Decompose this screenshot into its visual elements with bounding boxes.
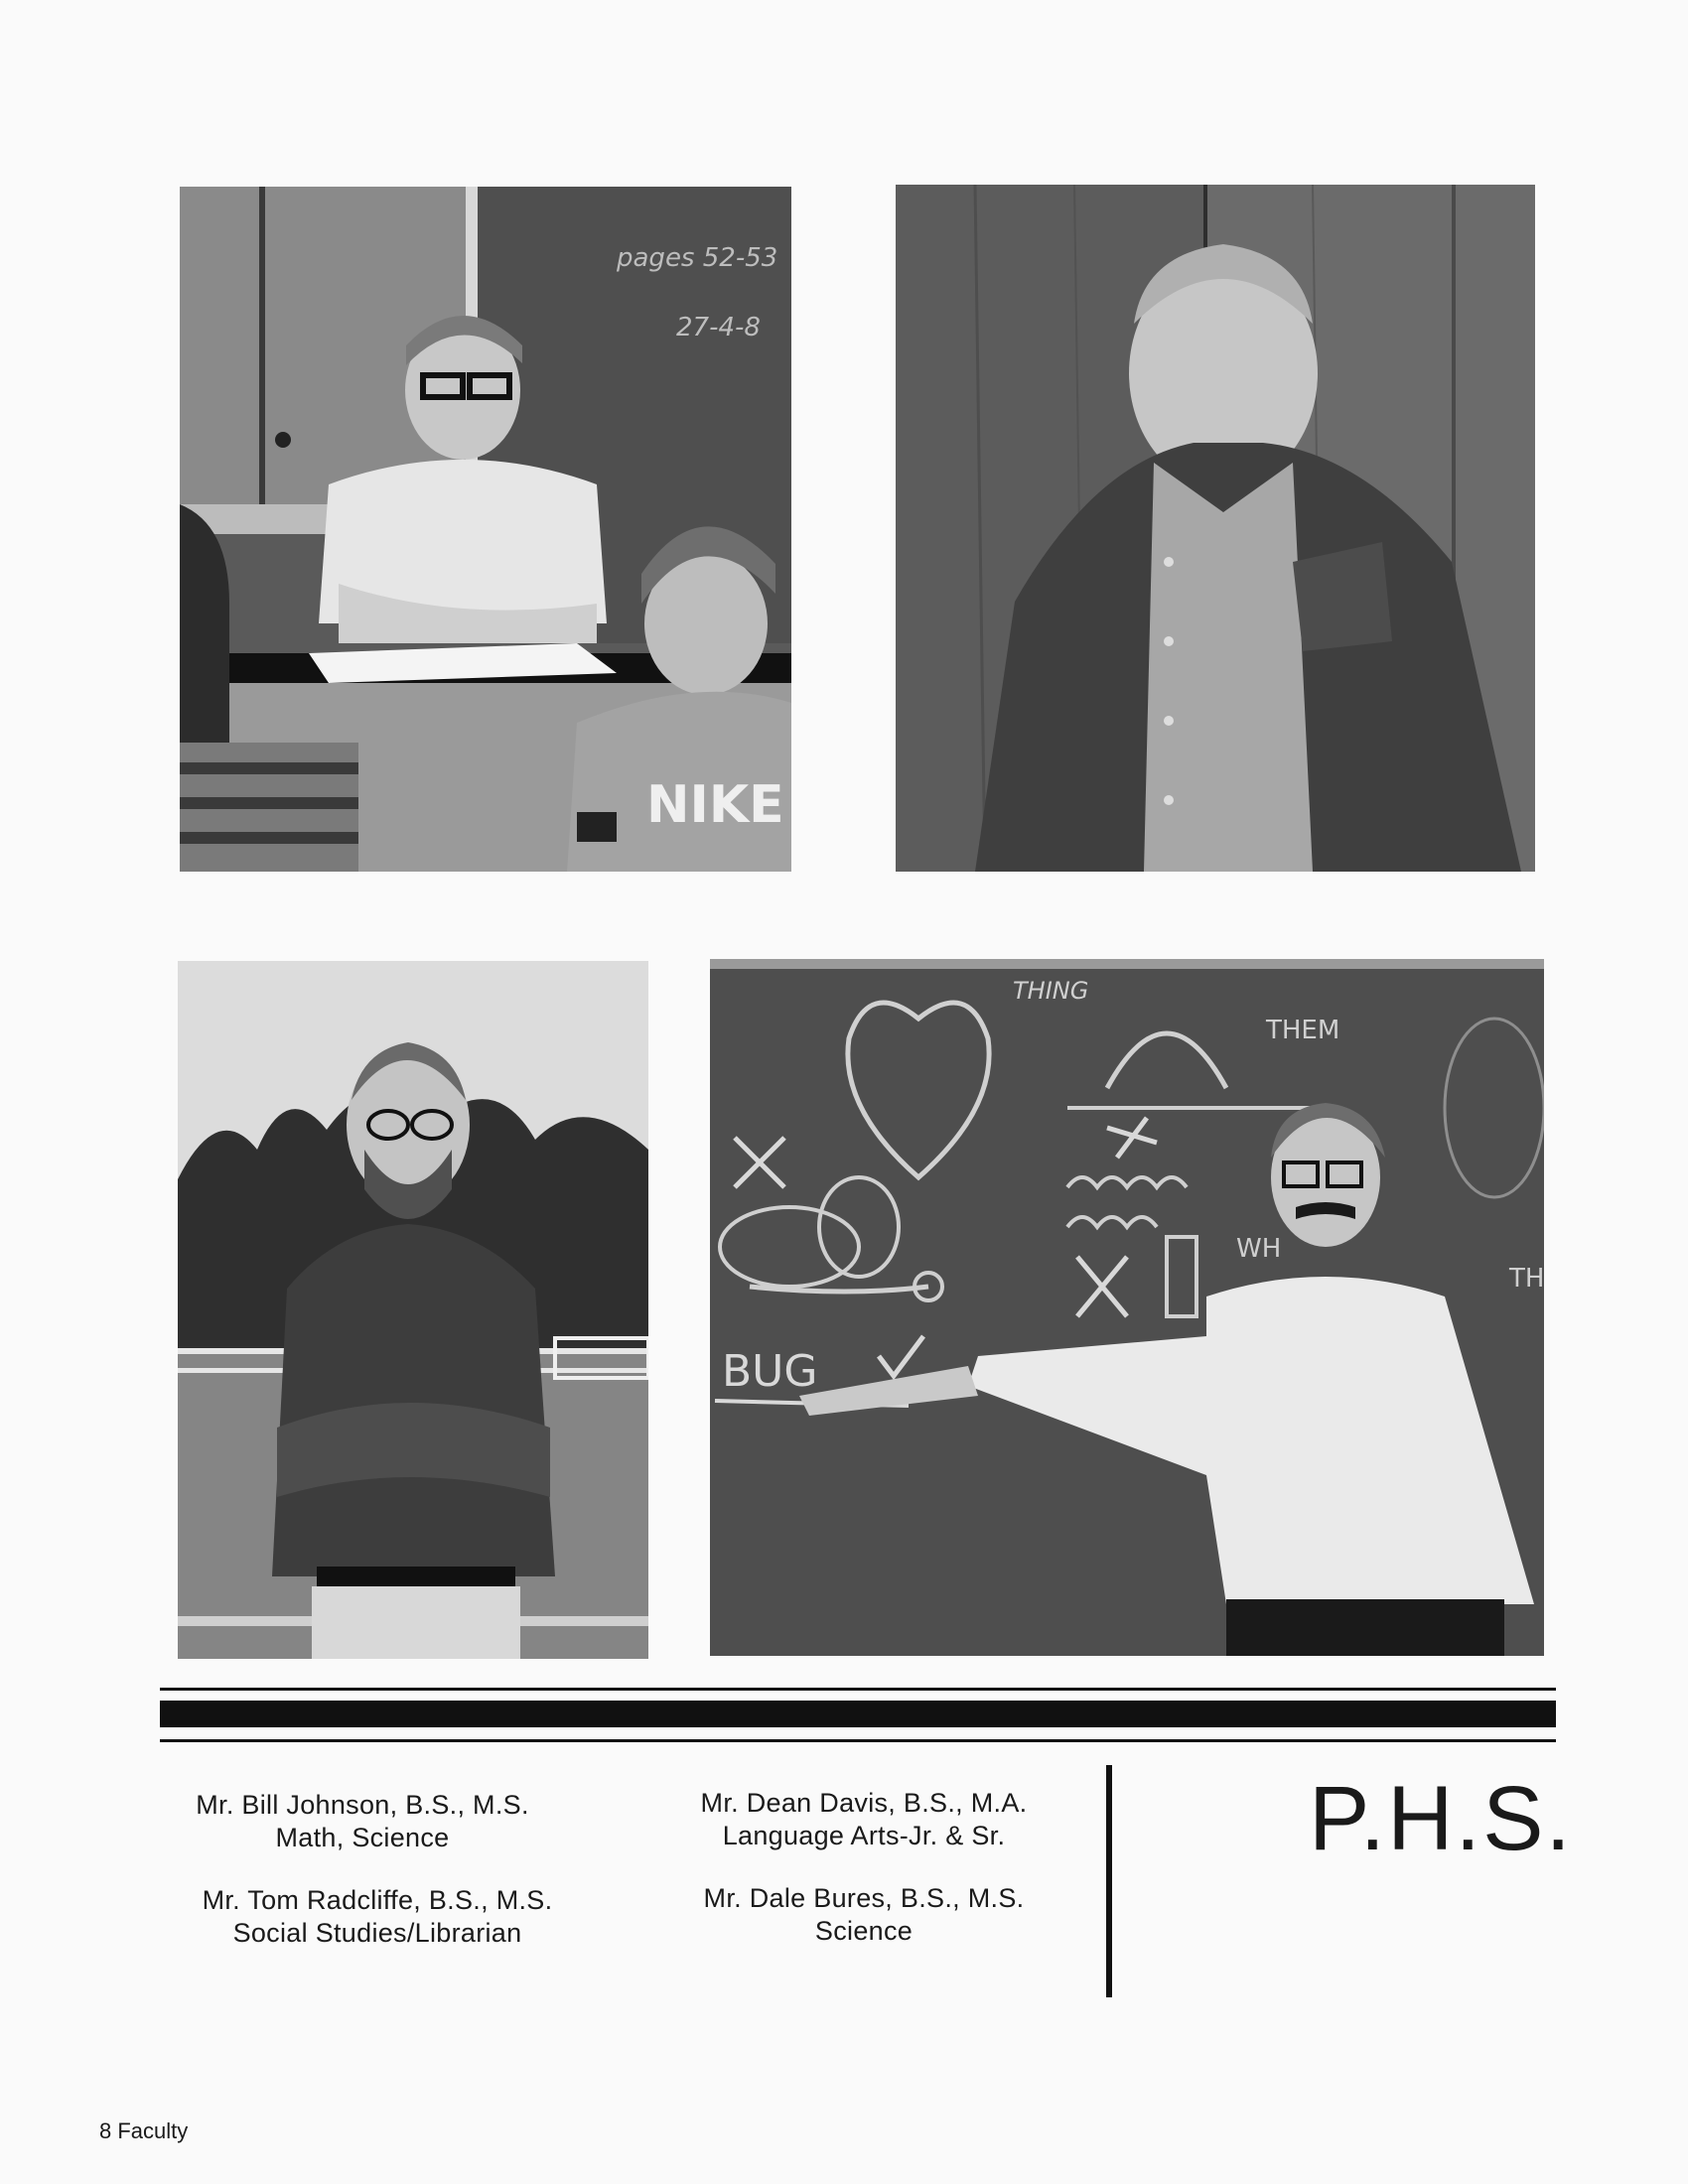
shirt-logo-text: NIKE: [646, 775, 784, 835]
rule-thick: [160, 1701, 1556, 1727]
caption-name: Mr. Bill Johnson, B.S., M.S.: [196, 1790, 529, 1820]
caption-bill-johnson: [159, 1789, 566, 1854]
chalk-bug-text: BUG: [722, 1346, 818, 1397]
page-folio: 8 Faculty: [99, 2118, 189, 2143]
chalk-pages-text: pages 52-53: [617, 243, 778, 273]
chalk-them-text: THEM: [1266, 1016, 1340, 1045]
photo-teacher-at-desk: [180, 187, 791, 872]
caption-subject: Language Arts-Jr. & Sr.: [722, 1821, 1006, 1850]
photo-teacher-outdoors: [178, 961, 648, 1659]
caption-dean-davis: [635, 1787, 1092, 1852]
chalk-wh-text: WH: [1236, 1234, 1282, 1264]
caption-name: Mr. Dale Bures, B.S., M.S.: [703, 1883, 1025, 1913]
chalk-thing-text: THING: [1013, 977, 1089, 1005]
chalk-numbers-text: 27-4-8: [676, 313, 761, 342]
photo-teacher-in-jacket: [896, 185, 1535, 872]
caption-dale-bures: [635, 1882, 1092, 1948]
caption-subject: Science: [814, 1916, 914, 1946]
rule-thin-top: [160, 1688, 1556, 1691]
rule-vertical: [1106, 1765, 1112, 1997]
caption-name: Mr. Dean Davis, B.S., M.A.: [700, 1788, 1028, 1818]
photo-teacher-at-chalkboard: [710, 959, 1544, 1656]
rule-thin-bottom: [160, 1739, 1556, 1742]
chalk-th-text: TH: [1509, 1264, 1544, 1294]
caption-subject: Math, Science: [275, 1823, 450, 1852]
caption-subject: Social Studies/Librarian: [232, 1918, 522, 1948]
school-initials-logo: P.H.S.: [1309, 1768, 1573, 1869]
caption-tom-radcliffe: [159, 1884, 596, 1950]
caption-name: Mr. Tom Radcliffe, B.S., M.S.: [202, 1885, 553, 1915]
